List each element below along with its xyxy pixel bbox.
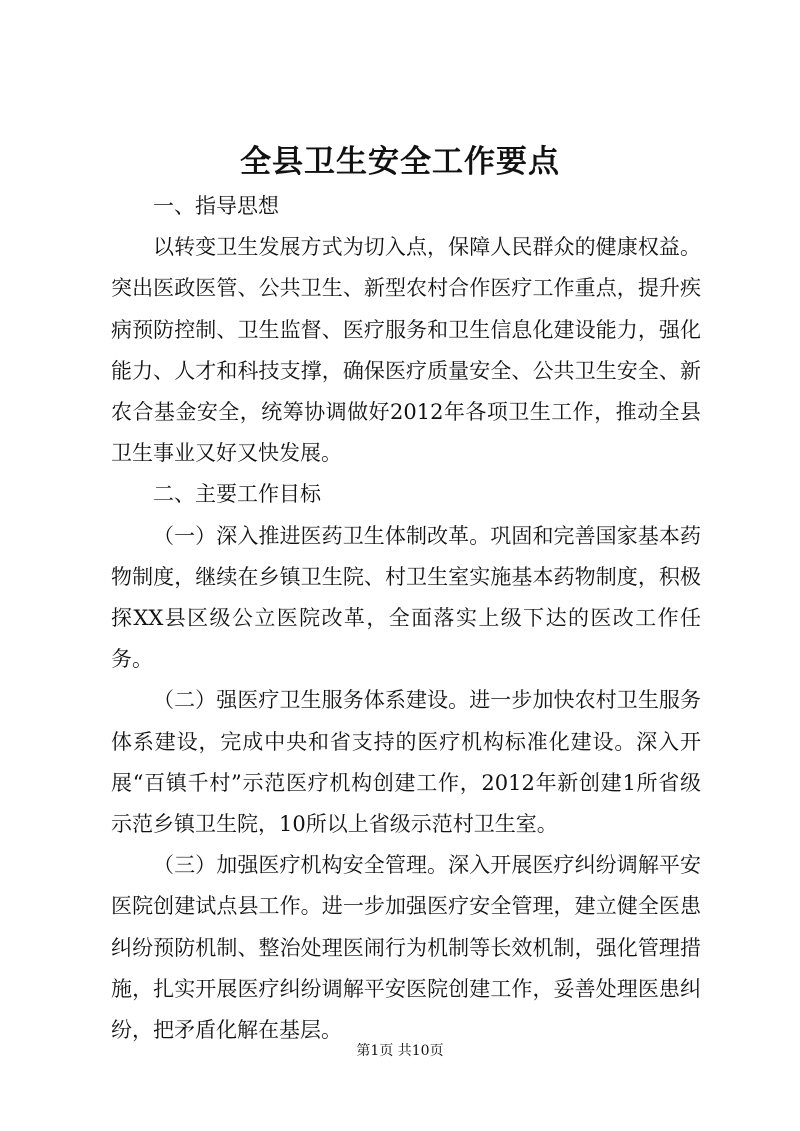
section-heading-guiding-ideology: 一、指导思想 xyxy=(153,194,279,218)
section-heading-main-goals: 二、主要工作目标 xyxy=(153,482,321,507)
paragraph-goal-3: （三）加强医疗机构安全管理。深入开展医疗纠纷调解平安医院创建试点县工作。进一步加强医疗安全管理，建立健全医患纠纷预防机制、整治处理医闹行为机制等长效机制，强化管理措施，扎实开展医疗纠纷调解平安医院创建工作，妥善处理医患纠纷，把矛盾化解在基层。 xyxy=(111,853,701,1043)
paragraph-goal-1: （一）深入推进医药卫生体制改革。巩固和完善国家基本药物制度，继续在乡镇卫生院、村卫生室实施基本药物制度，积极探XX县区级公立医院改革，全面落实上级下达的医改工作任务。 xyxy=(111,523,701,672)
document-body xyxy=(111,186,701,1051)
paragraph-guiding-ideology: 以转变卫生发展方式为切入点，保障人民群众的健康权益。突出医政医管、公共卫生、新型农村合作医疗工作重点，提升疾病预防控制、卫生监督、医疗服务和卫生信息化建设能力，强化能力、人才和科技支撑，确保医疗质量安全、公共卫生安全、新农合基金安全，统筹协调做好2012年各项卫生工作，推动全县卫生事业又好又快发展。 xyxy=(111,235,701,466)
page-footer: 第1页 共10页 xyxy=(356,1043,444,1059)
paragraph-goal-2: （二）强医疗卫生服务体系建设。进一步加快农村卫生服务体系建设，完成中央和省支持的医疗机构标准化建设。深入开展“百镇千村”示范医疗机构创建工作，2012年新创建1所省级示范乡镇卫生院，10所以上省级示范村卫生室。 xyxy=(111,688,701,837)
document-title: 全县卫生安全工作要点 xyxy=(240,144,560,180)
